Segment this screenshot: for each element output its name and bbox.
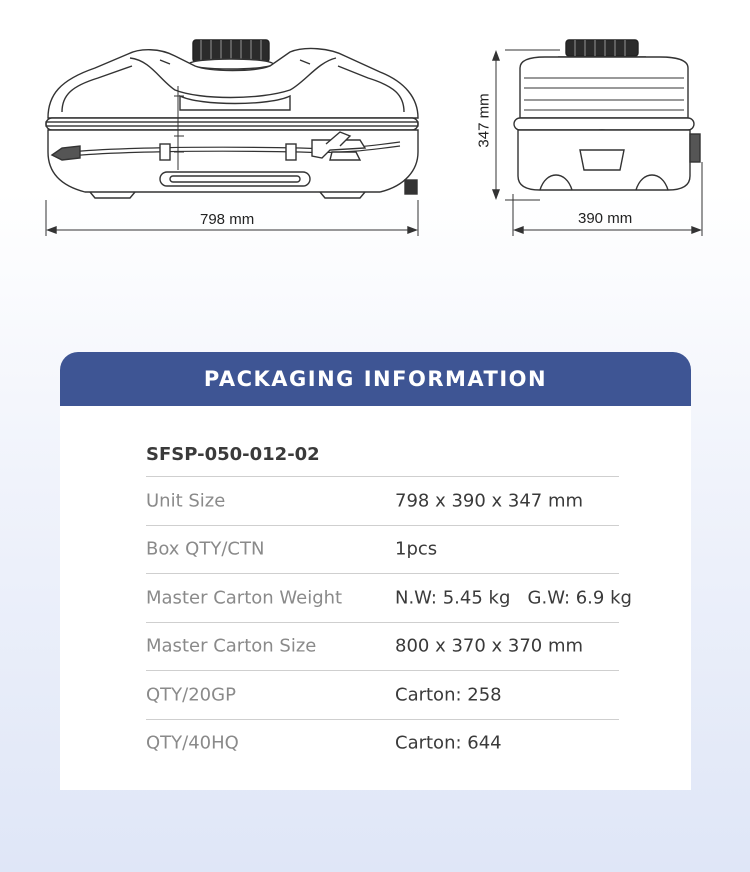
- width-dimension-label: 798 mm: [200, 211, 255, 228]
- packaging-table: [146, 476, 632, 767]
- row-value-carton-size: 800 x 370 x 370 mm: [395, 635, 584, 657]
- row-value-box-qty: 1pcs: [395, 538, 438, 560]
- row-value-carton-weight: N.W: 5.45 kg G.W: 6.9 kg: [395, 587, 632, 609]
- row-label-qty-40hq: QTY/40HQ: [146, 732, 239, 754]
- packaging-info-card: [60, 352, 691, 790]
- row-value-qty-20gp: Carton: 258: [395, 684, 502, 706]
- product-drawings: [0, 0, 750, 260]
- row-value-unit-size: 798 x 390 x 347 mm: [395, 490, 584, 512]
- front-view: [46, 40, 418, 236]
- table-row: [146, 525, 619, 574]
- row-label-qty-20gp: QTY/20GP: [146, 684, 236, 706]
- packaging-info-header: PACKAGING INFORMATION: [60, 352, 691, 406]
- table-row: [146, 670, 619, 719]
- row-value-qty-40hq: Carton: 644: [395, 732, 502, 754]
- table-row: [146, 622, 619, 671]
- model-number: SFSP-050-012-02: [146, 444, 320, 465]
- height-dimension-label: 347 mm: [475, 93, 493, 148]
- row-label-unit-size: Unit Size: [146, 490, 226, 512]
- depth-dimension-label: 390 mm: [578, 210, 633, 227]
- table-row: [146, 476, 619, 525]
- table-row: [146, 573, 632, 622]
- table-row: [146, 719, 619, 768]
- row-label-box-qty: Box QTY/CTN: [146, 538, 265, 560]
- sprayer-tank-drawing: [0, 0, 750, 260]
- row-label-carton-size: Master Carton Size: [146, 635, 317, 657]
- row-label-carton-weight: Master Carton Weight: [146, 587, 343, 609]
- side-view: [493, 40, 702, 236]
